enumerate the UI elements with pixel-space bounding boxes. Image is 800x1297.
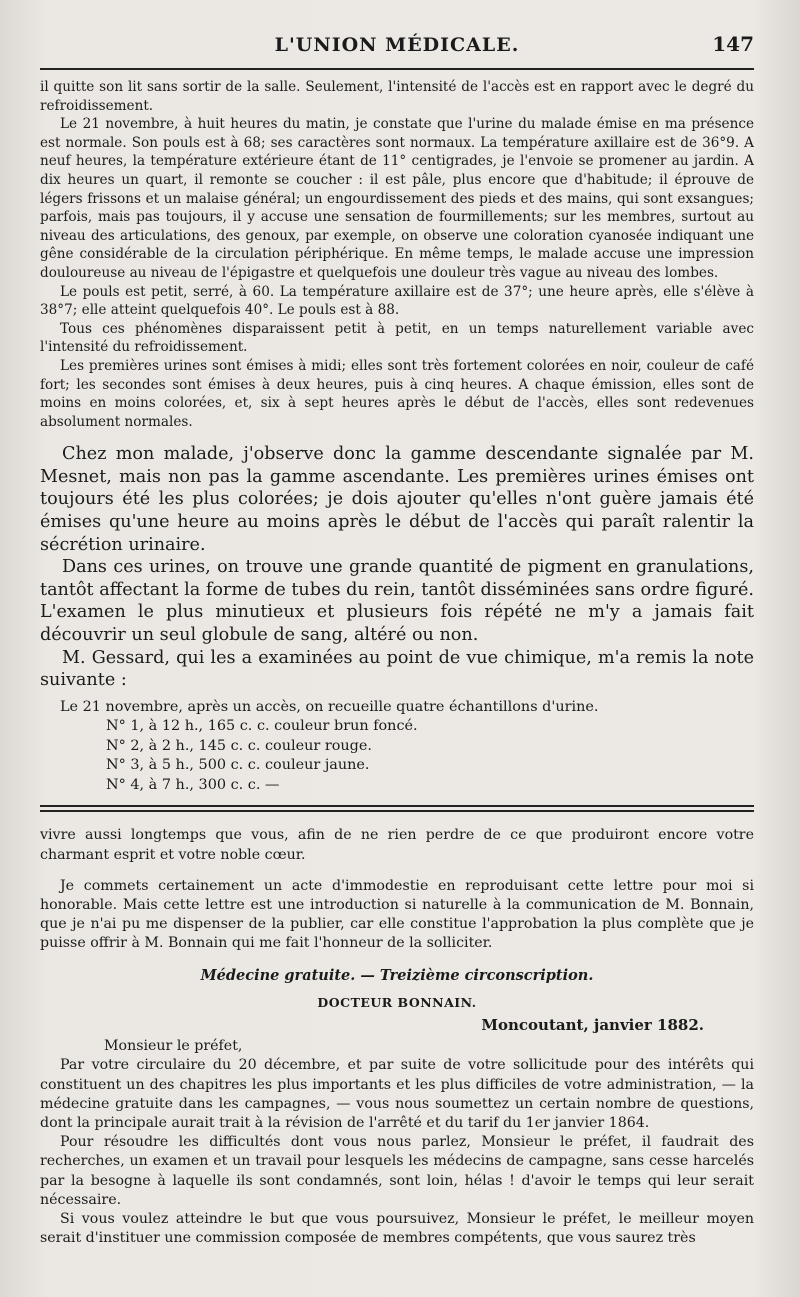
paragraph: Chez mon malade, j'observe donc la gamme descendante signalée par M. Mesnet, mais non pas la gamme ascendante. Les premières urines émises ont toujours été les plus colorées; je dois ajouter qu'elles n'ont guère jamais été émises qu'une heure au moins après le début de l'accès qui paraît ralentir la sécrétion urinaire. xyxy=(40,444,754,555)
letter-author: DOCTEUR BONNAIN. xyxy=(317,994,477,1010)
page-header xyxy=(40,26,754,62)
journal-title: L'UNION MÉDICALE. xyxy=(274,34,520,56)
letter-salutation: Monsieur le préfet, xyxy=(104,1038,243,1055)
paragraph: Par votre circulaire du 20 décembre, et par suite de votre sollicitude pour des intérêts qui constituent un des chapitres les plus importants et les plus difficiles de votre administration, — la médecine gratuite dans les campagnes, — vous nous soumettez un certain nombre de questions, dont la principale aurait trait à la révision de l'arrêté et du tarif du 1er janvier 1864. xyxy=(40,1057,754,1131)
letter-heading: Médecine gratuite. — Treizième circonscription. xyxy=(200,966,594,984)
letter-dateline: Moncoutant, janvier 1882. xyxy=(481,1015,704,1034)
paragraph: Dans ces urines, on trouve une grande quantité de pigment en granulations, tantôt affectant la forme de tubes du rein, tantôt disséminées sans ordre figuré. L'examen le plus minutieux et plusieurs fois répété ne m'y a jamais fait découvrir un seul globule de sang, altéré ou non. xyxy=(40,557,754,646)
sample-item: N° 2, à 2 h., 145 c. c. couleur rouge. xyxy=(106,737,372,754)
paragraph: Le 21 novembre, à huit heures du matin, je constate que l'urine du malade émise en ma présence est normale. Son pouls est à 68; ses caractères sont normaux. La température axillaire est de 36°9. A neuf heures, la température extérieure étant de 11° centigrades, je l'envoie se promener au jardin. A dix heures un quart, il remonte se coucher : il est pâle, plus encore que d'habitude; il éprouve de légers frissons et un malaise général; un engourdissement des pieds et des mains, qui sont exsangues; parfois, mais pas toujours, il y accuse une sensation de fourmillements; sur les membres, surtout au niveau des articulations, des genoux, par exemple, on observe une coloration cyanosée indiquant une gêne considérable de la circulation périphérique. En même temps, le malade accuse une impression douloureuse au niveau de l'épigastre et quelquefois une douleur très vague au niveau des lombes. xyxy=(40,116,754,281)
sample-item: N° 3, à 5 h., 500 c. c. couleur jaune. xyxy=(106,757,370,774)
letter-section xyxy=(40,826,754,1248)
paragraph: Le pouls est petit, serré, à 60. La température axillaire est de 37°; une heure après, elle s'élève à 38°7; elle atteint quelquefois 40°. Le pouls est à 88. xyxy=(40,283,754,319)
samples-intro: Le 21 novembre, après un accès, on recueille quatre échantillons d'urine. xyxy=(60,698,599,715)
urine-samples-note xyxy=(40,698,754,796)
sample-item: N° 1, à 12 h., 165 c. c. couleur brun foncé. xyxy=(106,718,418,735)
clinical-observation-section xyxy=(40,78,754,431)
paragraph: Si vous voulez atteindre le but que vous poursuivez, Monsieur le préfet, le meilleur moyen serait d'instituer une commission composée de membres compétents, que vous saurez très xyxy=(40,1210,754,1247)
commentary-section xyxy=(40,443,754,692)
sample-item: N° 4, à 7 h., 300 c. c. — xyxy=(106,776,280,793)
page-number: 147 xyxy=(712,32,754,56)
header-rule xyxy=(40,68,754,70)
paragraph: il quitte son lit sans sortir de la salle. Seulement, l'intensité de l'accès est en rapport avec le degré du refroidissement. xyxy=(40,79,754,114)
paragraph: Pour résoudre les difficultés dont vous nous parlez, Monsieur le préfet, il faudrait des recherches, un examen et un travail pour lesquels les médecins de campagne, sans cesse harcelés par la besogne à laquelle ils sont condamnés, sont loin, hélas ! d'avoir le temps qui leur serait nécessaire. xyxy=(40,1134,754,1208)
paragraph: Tous ces phénomènes disparaissent petit à petit, en un temps naturellement variable avec l'intensité du refroidissement. xyxy=(40,320,754,356)
paragraph: Je commets certainement un acte d'immodestie en reproduisant cette lettre pour moi si honorable. Mais cette lettre est une introduction si naturelle à la communication de M. Bonnain, que je n'ai pu me dispenser de la publier, car elle constitue l'approbation la plus complète que je puisse offrir à M. Bonnain qui me fait l'honneur de la solliciter. xyxy=(40,877,754,952)
section-divider xyxy=(40,805,754,812)
paragraph: Les premières urines sont émises à midi; elles sont très fortement colorées en noir, couleur de café fort; les secondes sont émises à deux heures, puis à cinq heures. A chaque émission, elles sont de moins en moins colorées, et, six à sept heures après le début de l'accès, elles sont redevenues absolument normales. xyxy=(40,357,754,430)
paragraph: vivre aussi longtemps que vous, afin de ne rien perdre de ce que produiront encore votre charmant esprit et votre noble cœur. xyxy=(40,827,754,863)
paragraph: M. Gessard, qui les a examinées au point de vue chimique, m'a remis la note suivante : xyxy=(40,647,754,691)
